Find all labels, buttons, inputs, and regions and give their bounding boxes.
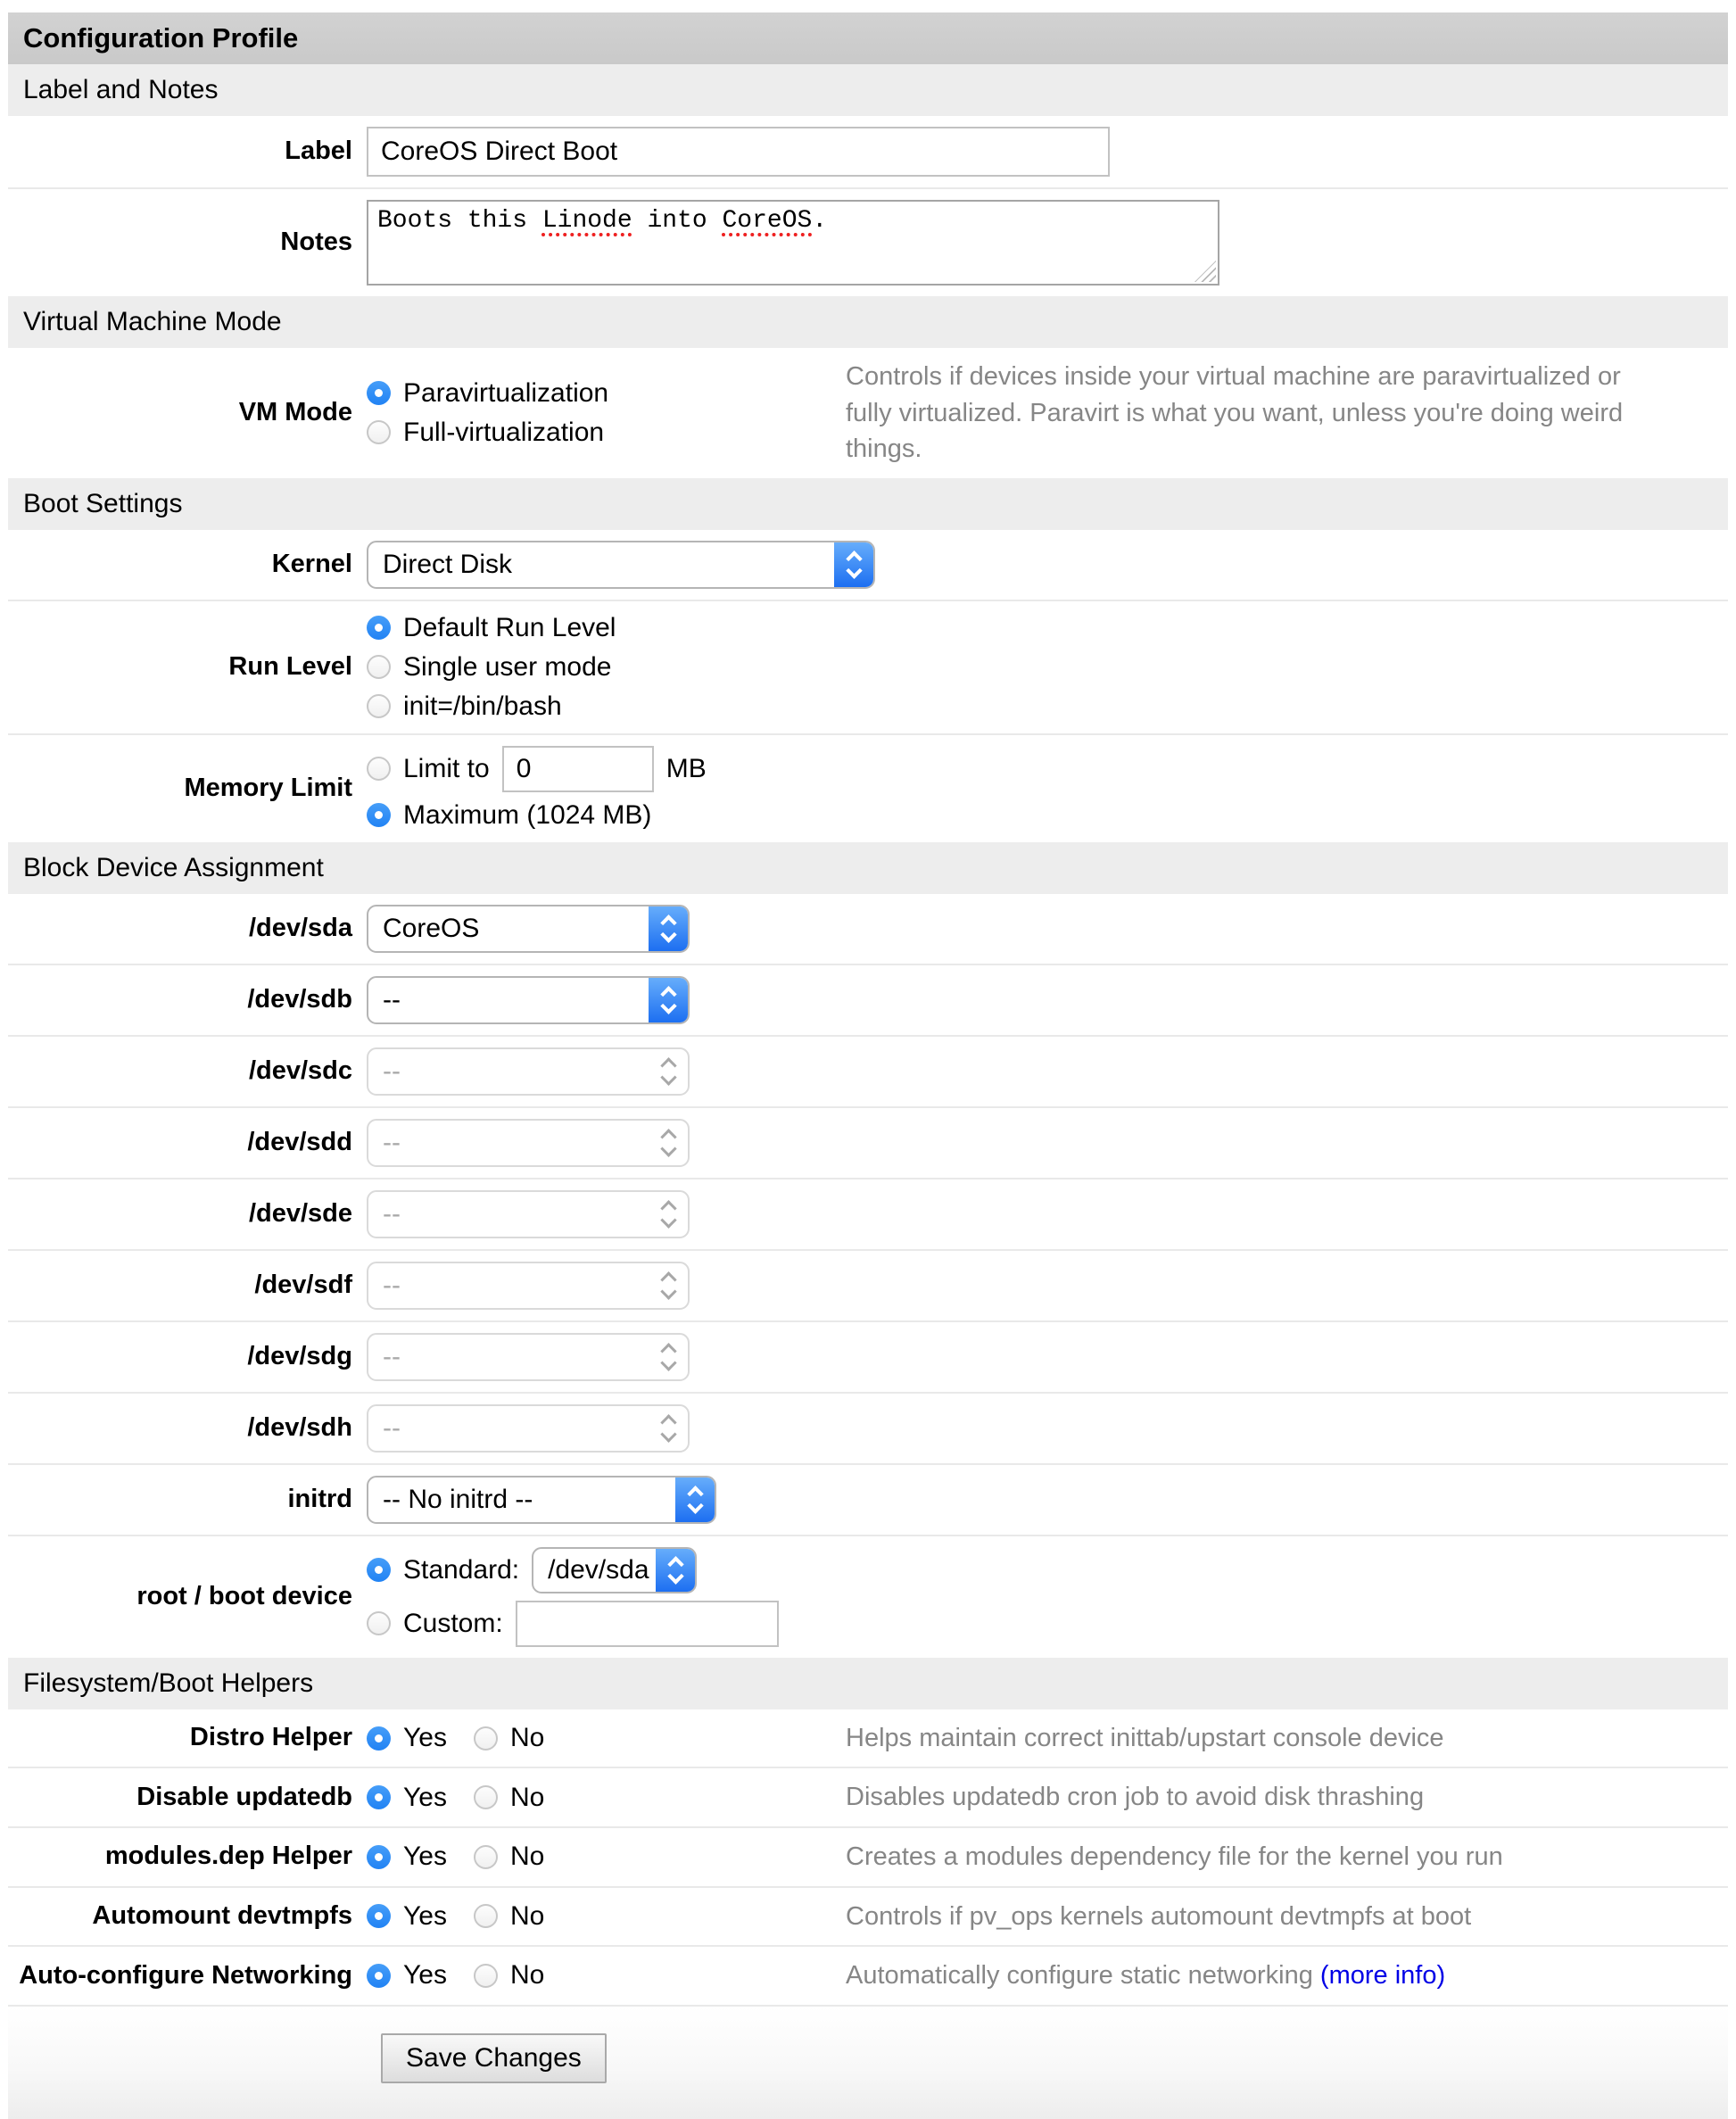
dev-sdf-row [8,1251,1728,1322]
modules-dep-helper-yes-radio[interactable] [367,1845,391,1869]
root-boot-device-label: root / boot device [136,1581,352,1610]
distro-helper-label: Distro Helper [189,1723,352,1752]
notes-misspelled-word: Linode [541,207,632,235]
modules-dep-helper-no-radio[interactable] [474,1845,498,1869]
chevron-up-down-icon [649,1263,688,1308]
label-row [8,116,1728,189]
section-filesystem-boot-helpers: Filesystem/Boot Helpers [8,1658,1728,1709]
distro-helper-row [8,1709,1728,1769]
no-label: No [509,1723,545,1753]
modules-dep-helper-help-text: Creates a modules dependency file for the kernel you run [846,1842,1503,1871]
memory-limit-row [8,735,1728,842]
dev-sdb-select-value: -- [383,984,401,1014]
vm-mode-row [8,348,1728,478]
memory-limit-to-radio[interactable] [367,757,391,781]
dev-sdg-select-value: -- [383,1341,401,1371]
chevron-up-down-icon [649,1192,688,1237]
vm-mode-full-virtualization-label: Full-virtualization [403,417,605,447]
vm-mode-help-text: Controls if devices inside your virtual machine are paravirtualized or fully virtualized. Paravirt is what you want, unless you're doing weird things. [846,362,1624,464]
dev-sdh-label: /dev/sdh [247,1412,352,1442]
root-device-custom-label: Custom: [403,1608,503,1638]
section-virtual-machine-mode: Virtual Machine Mode [8,296,1728,348]
footer [8,2007,1728,2119]
chevron-up-down-icon [649,1049,688,1094]
dev-sdh-select [367,1404,690,1453]
notes-text: . [812,207,828,235]
root-device-custom-input[interactable] [516,1601,779,1647]
dev-sda-row [8,894,1728,965]
chevron-up-down-icon [649,1335,688,1379]
kernel-select[interactable] [367,541,875,589]
label-input[interactable] [367,127,1110,177]
kernel-row [8,530,1728,601]
no-label: No [509,1782,545,1812]
yes-label: Yes [403,1782,447,1812]
dev-sdg-select [367,1333,690,1381]
dev-sde-row [8,1180,1728,1251]
memory-limit-unit: MB [665,753,707,783]
automount-devtmpfs-help-text: Controls if pv_ops kernels automount devtmpfs at boot [846,1901,1472,1931]
disable-updatedb-yes-radio[interactable] [367,1785,391,1809]
dev-sdb-select[interactable] [367,976,690,1024]
save-changes-button[interactable]: Save Changes [381,2033,607,2083]
vm-mode-full-virtualization-radio[interactable] [367,420,391,444]
distro-helper-yes-radio[interactable] [367,1726,391,1751]
memory-maximum-label: Maximum (1024 MB) [403,799,652,830]
modules-dep-helper-row [8,1828,1728,1888]
section-block-device-assignment: Block Device Assignment [8,842,1728,894]
root-boot-device-row [8,1536,1728,1658]
run-level-init-bash-label: init=/bin/bash [403,691,562,721]
auto-configure-networking-yes-radio[interactable] [367,1964,391,1988]
memory-limit-to-label: Limit to [403,753,490,783]
yes-label: Yes [403,1842,447,1872]
run-level-default-radio[interactable] [367,616,391,640]
dev-sdd-row [8,1108,1728,1180]
no-label: No [509,1960,545,1991]
auto-configure-networking-help-prefix: Automatically configure static networking [846,1961,1320,1991]
dev-sda-select-value: CoreOS [383,913,480,943]
vm-mode-label: VM Mode [238,398,352,427]
automount-devtmpfs-yes-radio[interactable] [367,1904,391,1928]
vm-mode-paravirtualization-label: Paravirtualization [403,377,609,408]
chevron-up-down-icon [649,906,688,951]
section-label-and-notes: Label and Notes [8,64,1728,116]
root-device-standard-select-value: /dev/sda [548,1554,649,1585]
dev-sdc-select [367,1047,690,1096]
resize-handle-icon[interactable] [1195,261,1216,282]
memory-limit-input[interactable] [502,746,654,792]
dev-sda-select[interactable] [367,905,690,953]
distro-helper-no-radio[interactable] [474,1726,498,1751]
chevron-up-down-icon [649,1406,688,1451]
disable-updatedb-help-text: Disables updatedb cron job to avoid disk thrashing [846,1783,1425,1812]
chevron-up-down-icon [834,542,873,587]
run-level-default-label: Default Run Level [403,612,616,642]
root-device-standard-label: Standard: [403,1554,520,1585]
chevron-up-down-icon [649,1121,688,1165]
dev-sdc-select-value: -- [383,1055,401,1086]
distro-helper-help-text: Helps maintain correct inittab/upstart console device [846,1723,1444,1752]
auto-configure-networking-row [8,1947,1728,2007]
yes-label: Yes [403,1723,447,1753]
automount-devtmpfs-row [8,1888,1728,1948]
configuration-profile-page [8,12,1728,2119]
notes-field-label: Notes [280,228,352,257]
chevron-up-down-icon [675,1478,715,1522]
kernel-select-value: Direct Disk [383,549,513,579]
memory-limit-label: Memory Limit [184,773,352,802]
dev-sdc-row [8,1037,1728,1108]
run-level-init-bash-radio[interactable] [367,694,391,718]
no-label: No [509,1900,545,1931]
auto-configure-networking-no-radio[interactable] [474,1964,498,1988]
dev-sdf-label: /dev/sdf [254,1270,352,1299]
dev-sde-select [367,1190,690,1238]
yes-label: Yes [403,1960,447,1991]
dev-sdb-row [8,965,1728,1037]
dev-sdh-row [8,1394,1728,1465]
run-level-single-user-radio[interactable] [367,655,391,679]
notes-misspelled-word: CoreOS [722,207,813,235]
chevron-up-down-icon [649,978,688,1022]
dev-sdc-label: /dev/sdc [248,1055,352,1085]
dev-sdd-select [367,1119,690,1167]
section-boot-settings: Boot Settings [8,478,1728,530]
automount-devtmpfs-label: Automount devtmpfs [92,1901,352,1931]
dev-sda-label: /dev/sda [248,913,352,942]
auto-configure-networking-label: Auto-configure Networking [19,1960,352,1990]
run-level-row [8,601,1728,735]
memory-maximum-radio[interactable] [367,803,391,827]
run-level-label: Run Level [228,651,352,681]
auto-configure-networking-help-text [846,1958,1728,1994]
modules-dep-helper-label: modules.dep Helper [104,1842,352,1871]
notes-text: into [632,207,723,235]
dev-sdf-select [367,1262,690,1310]
root-device-standard-select[interactable] [532,1547,697,1593]
disable-updatedb-row [8,1768,1728,1828]
automount-devtmpfs-no-radio[interactable] [474,1904,498,1928]
notes-row [8,189,1728,296]
chevron-up-down-icon [656,1549,695,1592]
dev-sdd-select-value: -- [383,1127,401,1157]
initrd-select-value: -- No initrd -- [383,1484,533,1514]
initrd-label: initrd [287,1484,352,1513]
dev-sdh-select-value: -- [383,1412,401,1443]
yes-label: Yes [403,1900,447,1931]
no-label: No [509,1842,545,1872]
root-device-standard-radio[interactable] [367,1558,391,1582]
dev-sdg-row [8,1322,1728,1394]
dev-sdg-label: /dev/sdg [247,1341,352,1370]
dev-sdf-select-value: -- [383,1270,401,1300]
dev-sdb-label: /dev/sdb [247,984,352,1014]
root-device-custom-radio[interactable] [367,1611,391,1635]
initrd-select[interactable] [367,1476,716,1524]
run-level-single-user-label: Single user mode [403,651,612,682]
label-field-label: Label [285,137,352,166]
dev-sde-label: /dev/sde [248,1198,352,1228]
dev-sde-select-value: -- [383,1198,401,1229]
disable-updatedb-label: Disable updatedb [136,1782,352,1811]
notes-text: Boots this [377,207,542,235]
initrd-row [8,1465,1728,1536]
notes-textarea[interactable] [367,200,1219,286]
more-info-link[interactable]: (more info) [1319,1961,1446,1991]
vm-mode-paravirtualization-radio[interactable] [367,381,391,405]
kernel-label: Kernel [271,549,352,578]
page-title: Configuration Profile [8,12,1728,64]
disable-updatedb-no-radio[interactable] [474,1785,498,1809]
dev-sdd-label: /dev/sdd [247,1127,352,1156]
